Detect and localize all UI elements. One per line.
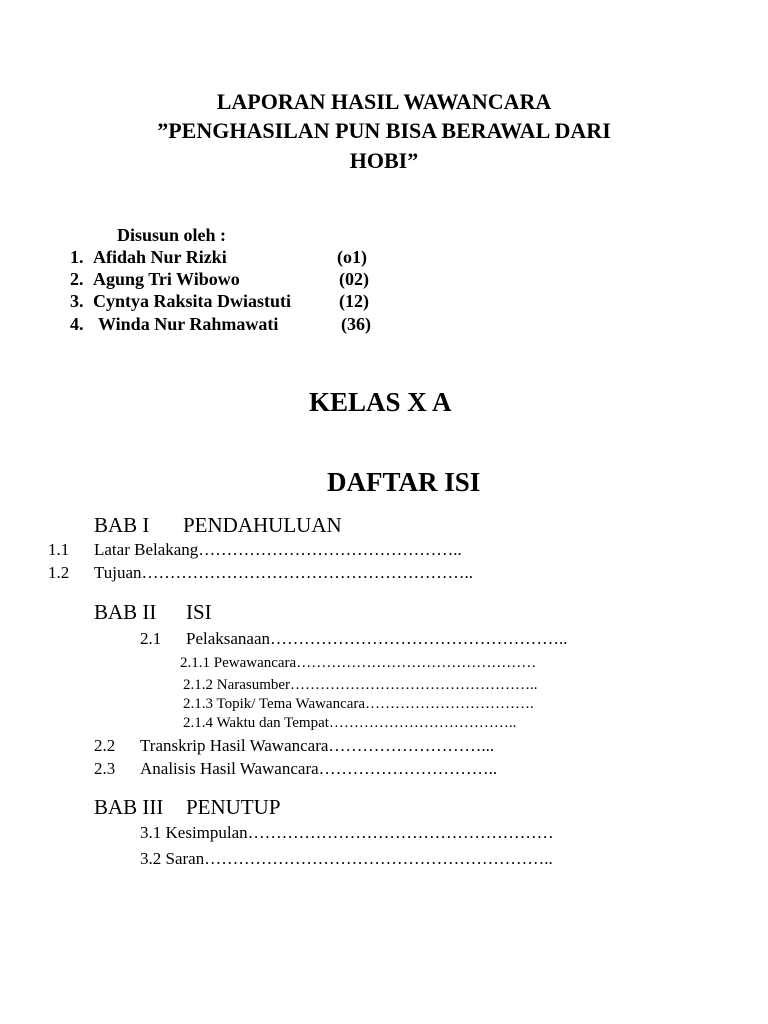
- bab-3-label: BAB III: [94, 795, 164, 819]
- toc-title: DAFTAR ISI: [327, 467, 481, 497]
- bab-3-title: PENUTUP: [186, 795, 281, 819]
- author-number: 4.: [70, 314, 84, 334]
- toc-item-tujuan[interactable]: Tujuan…………………………………………………..: [94, 563, 474, 582]
- author-code: (36): [341, 314, 371, 334]
- toc-item-number: 1.2: [48, 563, 70, 582]
- author-code: (o1): [337, 247, 367, 267]
- title-line-3: HOBI”: [349, 148, 419, 173]
- author-name: Cyntya Raksita Dwiastuti: [93, 291, 292, 311]
- toc-item-transkrip[interactable]: Transkrip Hasil Wawancara………………………...: [140, 736, 495, 755]
- toc-subitem-narasumber[interactable]: 2.1.2 Narasumber…………………………………………..: [183, 677, 538, 693]
- toc-item-kesimpulan[interactable]: 3.1 Kesimpulan………………………………………………: [140, 823, 554, 842]
- toc-subitem-waktu-tempat[interactable]: 2.1.4 Waktu dan Tempat………………………………..: [183, 715, 517, 731]
- authors-heading: Disusun oleh :: [117, 225, 227, 245]
- bab-2-label: BAB II: [94, 600, 157, 624]
- toc-subitem-pewawancara[interactable]: 2.1.1 Pewawancara…………………………………………: [180, 655, 537, 671]
- author-code: (02): [339, 269, 369, 289]
- toc-item-number: 2.1: [140, 629, 162, 648]
- class-label: KELAS X A: [309, 387, 452, 417]
- author-name: Afidah Nur Rizki: [93, 247, 227, 267]
- toc-item-pelaksanaan[interactable]: Pelaksanaan……………………………………………..: [186, 629, 568, 648]
- bab-1-label: BAB I: [94, 513, 150, 537]
- bab-2-title: ISI: [186, 600, 212, 624]
- title-line-1: LAPORAN HASIL WAWANCARA: [216, 89, 552, 114]
- toc-item-number: 2.3: [94, 759, 116, 778]
- author-code: (12): [339, 291, 369, 311]
- author-name: Agung Tri Wibowo: [93, 269, 240, 289]
- toc-item-number: 2.2: [94, 736, 116, 755]
- toc-item-latar-belakang[interactable]: Latar Belakang………………………………………..: [94, 540, 462, 559]
- author-name: Winda Nur Rahmawati: [98, 314, 279, 334]
- toc-subitem-topik[interactable]: 2.1.3 Topik/ Tema Wawancara…………………………….: [183, 696, 534, 712]
- author-number: 1.: [70, 247, 84, 267]
- toc-item-analisis[interactable]: Analisis Hasil Wawancara…………………………..: [140, 759, 498, 778]
- toc-item-number: 1.1: [48, 540, 70, 559]
- title-line-2: ”PENGHASILAN PUN BISA BERAWAL DARI: [157, 118, 611, 143]
- bab-1-title: PENDAHULUAN: [183, 513, 342, 537]
- toc-item-saran[interactable]: 3.2 Saran……………………………………………………..: [140, 849, 553, 868]
- author-number: 2.: [70, 269, 84, 289]
- author-number: 3.: [70, 291, 84, 311]
